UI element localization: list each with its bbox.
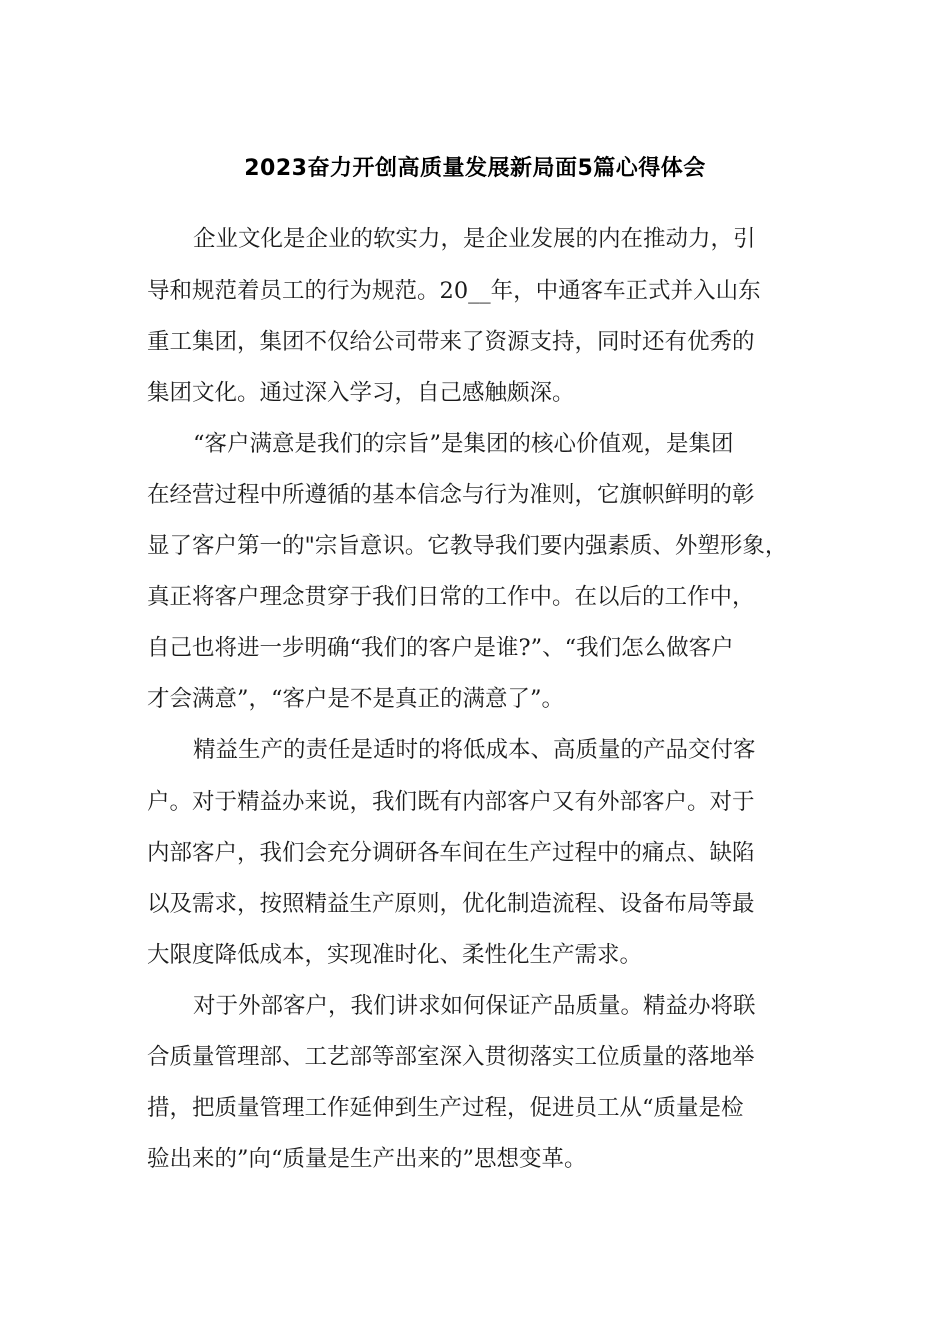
paragraph-line: 集团文化。通过深入学习，自己感触颇深。 bbox=[147, 380, 575, 406]
document-title: 2023奋力开创高质量发展新局面5篇心得体会 bbox=[244, 156, 706, 181]
paragraph-line: “客户满意是我们的宗旨”是集团的核心价值观，是集团 bbox=[193, 431, 734, 457]
paragraph-line: 精益生产的责任是适时的将低成本、高质量的产品交付客 bbox=[193, 737, 756, 763]
paragraph-line: 大限度降低成本，实现准时化、柔性化生产需求。 bbox=[147, 942, 643, 968]
paragraph-line: 合质量管理部、工艺部等部室深入贯彻落实工位质量的落地举 bbox=[147, 1044, 755, 1070]
paragraph-line: 显了客户第一的"宗旨意识。它教导我们要内强素质、外塑形象， bbox=[147, 533, 788, 559]
paragraph-line: 验出来的”向“质量是生产出来的”思想变革。 bbox=[147, 1146, 587, 1172]
paragraph-line: 才会满意”，“客户是不是真正的满意了”。 bbox=[147, 686, 565, 712]
paragraph-line: 户。对于精益办来说，我们既有内部客户又有外部客户。对于 bbox=[147, 789, 755, 815]
paragraph-line: 重工集团，集团不仅给公司带来了资源支持，同时还有优秀的 bbox=[147, 329, 755, 355]
paragraph-line: 自己也将进一步明确“我们的客户是谁?”、“我们怎么做客户 bbox=[147, 635, 734, 661]
paragraph-line: 对于外部客户，我们讲求如何保证产品质量。精益办将联 bbox=[193, 993, 756, 1019]
paragraph-line: 在经营过程中所遵循的基本信念与行为准则，它旗帜鲜明的彰 bbox=[147, 482, 755, 508]
paragraph-line: 真正将客户理念贯穿于我们日常的工作中。在以后的工作中， bbox=[147, 584, 755, 610]
paragraph-line: 措，把质量管理工作延伸到生产过程，促进员工从“质量是检 bbox=[147, 1095, 744, 1121]
paragraph-line: 内部客户，我们会充分调研各车间在生产过程中的痛点、缺陷 bbox=[147, 840, 755, 866]
paragraph-line: 导和规范着员工的行为规范。20__年，中通客车正式并入山东 bbox=[147, 278, 761, 304]
paragraph-line: 以及需求，按照精益生产原则，优化制造流程、设备布局等最 bbox=[147, 891, 755, 917]
paragraph-line: 企业文化是企业的软实力，是企业发展的内在推动力，引 bbox=[193, 226, 756, 252]
